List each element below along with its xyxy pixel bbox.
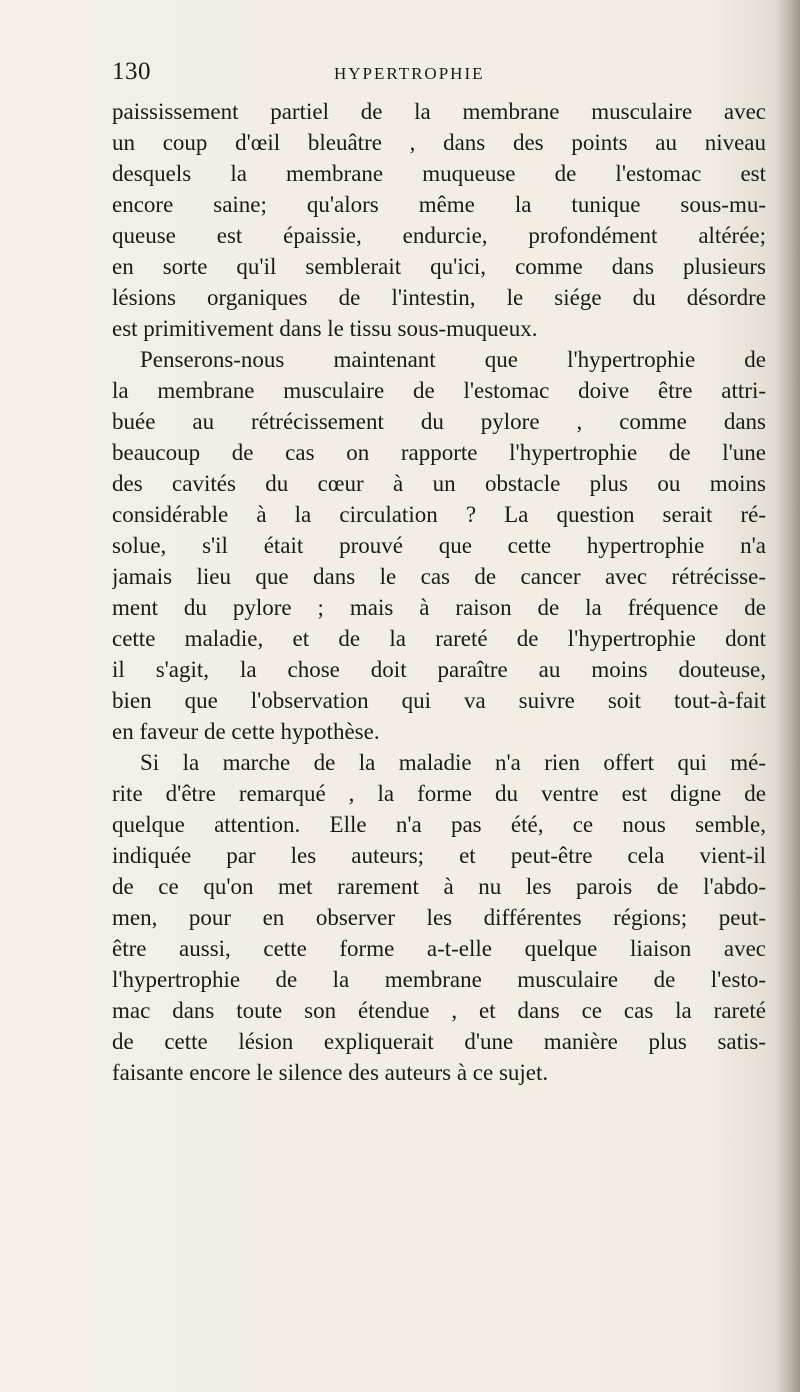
text-line: desquels la membrane muqueuse de l'estomac est	[112, 161, 766, 186]
text-line: des cavités du cœur à un obstacle plus ou moins	[112, 471, 766, 496]
text-line: l'hypertrophie de la membrane musculaire de l'esto-	[112, 967, 766, 992]
page-number: 130	[112, 58, 151, 85]
text-line: men, pour en observer les différentes régions; peut-	[112, 905, 766, 930]
text-line: mac dans toute son étendue , et dans ce cas la rareté	[112, 998, 766, 1023]
text-line: être aussi, cette forme a-t-elle quelque liaison avec	[112, 936, 766, 961]
running-head-title: HYPERTROPHIE	[334, 64, 485, 83]
text-line: en sorte qu'il semblerait qu'ici, comme dans plusieurs	[112, 254, 766, 279]
text-line: il s'agit, la chose doit paraître au moins douteuse,	[112, 657, 766, 682]
text-line: paississement partiel de la membrane musculaire avec	[112, 99, 766, 124]
running-head	[112, 58, 762, 98]
text-line: considérable à la circulation ? La question serait ré-	[112, 502, 766, 527]
text-line: rite d'être remarqué , la forme du ventre est digne de	[112, 781, 766, 806]
text-line: queuse est épaissie, endurcie, profondément altérée;	[112, 223, 766, 248]
text-line: faisante encore le silence des auteurs à ce sujet.	[112, 1060, 549, 1085]
text-line: la membrane musculaire de l'estomac doive être attri-	[112, 378, 766, 403]
text-line: buée au rétrécissement du pylore , comme dans	[112, 409, 766, 434]
text-line: lésions organiques de l'intestin, le siége du désordre	[112, 285, 766, 310]
paragraph-start-line: Si la marche de la maladie n'a rien offert qui mé-	[140, 750, 766, 775]
text-line: encore saine; qu'alors même la tunique sous-mu-	[112, 192, 766, 217]
text-line: un coup d'œil bleuâtre , dans des points au niveau	[112, 130, 766, 155]
body-text	[112, 96, 766, 1088]
text-line: ment du pylore ; mais à raison de la fréquence de	[112, 595, 766, 620]
text-line: de cette lésion expliquerait d'une manière plus satis-	[112, 1029, 766, 1054]
text-line: beaucoup de cas on rapporte l'hypertrophie de l'une	[112, 440, 766, 465]
text-line: en faveur de cette hypothèse.	[112, 719, 380, 744]
text-line: est primitivement dans le tissu sous-muqueux.	[112, 316, 538, 341]
text-line: de ce qu'on met rarement à nu les parois de l'abdo-	[112, 874, 766, 899]
text-line: cette maladie, et de la rareté de l'hypertrophie dont	[112, 626, 766, 651]
text-line: bien que l'observation qui va suivre soit tout-à-fait	[112, 688, 766, 713]
text-line: jamais lieu que dans le cas de cancer avec rétrécisse-	[112, 564, 766, 589]
page-edge-shadow	[776, 0, 800, 1392]
paragraph-start-line: Penserons-nous maintenant que l'hypertrophie de	[140, 347, 766, 372]
text-line: quelque attention. Elle n'a pas été, ce nous semble,	[112, 812, 766, 837]
text-line: indiquée par les auteurs; et peut-être cela vient-il	[112, 843, 766, 868]
text-line: solue, s'il était prouvé que cette hypertrophie n'a	[112, 533, 766, 558]
